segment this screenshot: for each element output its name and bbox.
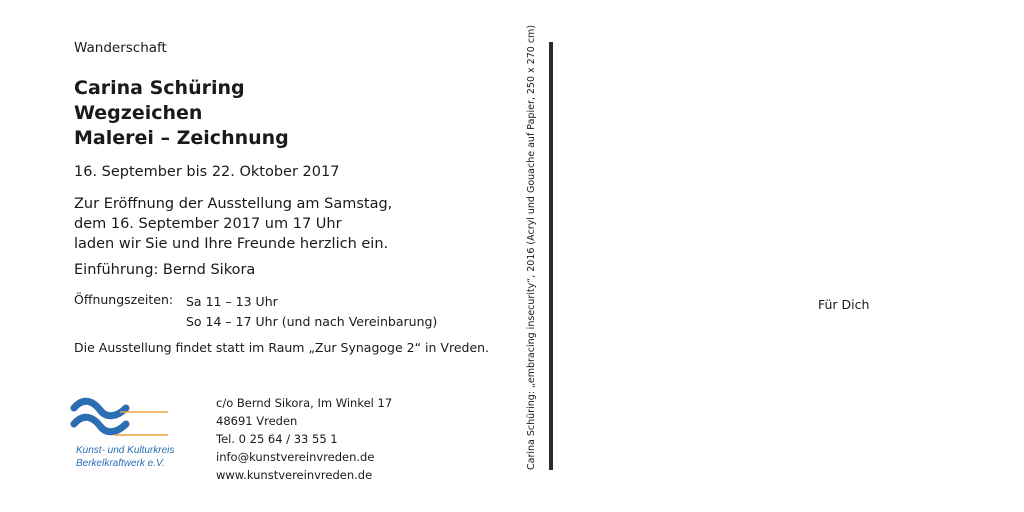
recipient-label: Für Dich bbox=[818, 297, 870, 312]
invitation-text bbox=[74, 194, 392, 254]
website-line: www.kunstvereinvreden.de bbox=[216, 468, 373, 482]
exhibition-series: Wanderschaft bbox=[74, 40, 167, 56]
address-line: c/o Bernd Sikora, Im Winkel 17 bbox=[216, 396, 393, 410]
phone-line: Tel. 0 25 64 / 33 55 1 bbox=[216, 432, 338, 446]
opening-hours-label: Öffnungszeiten: bbox=[74, 292, 174, 307]
logo-line: Kunst- und Kulturkreis bbox=[76, 445, 175, 456]
address-line: 48691 Vreden bbox=[216, 414, 298, 428]
logo-text bbox=[76, 444, 174, 470]
invitation-line: Zur Eröffnung der Ausstellung am Samstag, bbox=[74, 196, 393, 212]
exhibition-dates: 16. September bis 22. Oktober 2017 bbox=[74, 164, 340, 180]
invitation-line: dem 16. September 2017 um 17 Uhr bbox=[74, 216, 342, 232]
introduction: Einführung: Bernd Sikora bbox=[74, 262, 256, 278]
exhibition-medium: Malerei – Zeichnung bbox=[74, 127, 289, 149]
opening-hours-saturday: Sa 11 – 13 Uhr bbox=[186, 294, 278, 309]
artist-name: Carina Schüring bbox=[74, 77, 245, 99]
association-logo bbox=[70, 394, 190, 474]
exhibition-title bbox=[74, 76, 289, 151]
exhibition-name: Wegzeichen bbox=[74, 102, 203, 124]
opening-hours bbox=[186, 292, 437, 332]
invitation-line: laden wir Sie und Ihre Freunde herzlich ein. bbox=[74, 236, 389, 252]
email-line: info@kunstvereinvreden.de bbox=[216, 450, 375, 464]
wave-logo-icon bbox=[70, 394, 190, 444]
logo-line: Berkelkraftwerk e.V. bbox=[76, 458, 165, 469]
venue-info: Die Ausstellung findet statt im Raum „Zur Synagoge 2“ in Vreden. bbox=[74, 340, 490, 355]
vertical-divider bbox=[549, 42, 553, 470]
contact-address bbox=[216, 394, 392, 484]
opening-hours-sunday: So 14 – 17 Uhr (und nach Vereinbarung) bbox=[186, 314, 438, 329]
image-caption: Carina Schüring: „embracing insecurity“, 2016 (Acryl und Gouache auf Papier, 250 x 270 cm) bbox=[526, 24, 537, 470]
